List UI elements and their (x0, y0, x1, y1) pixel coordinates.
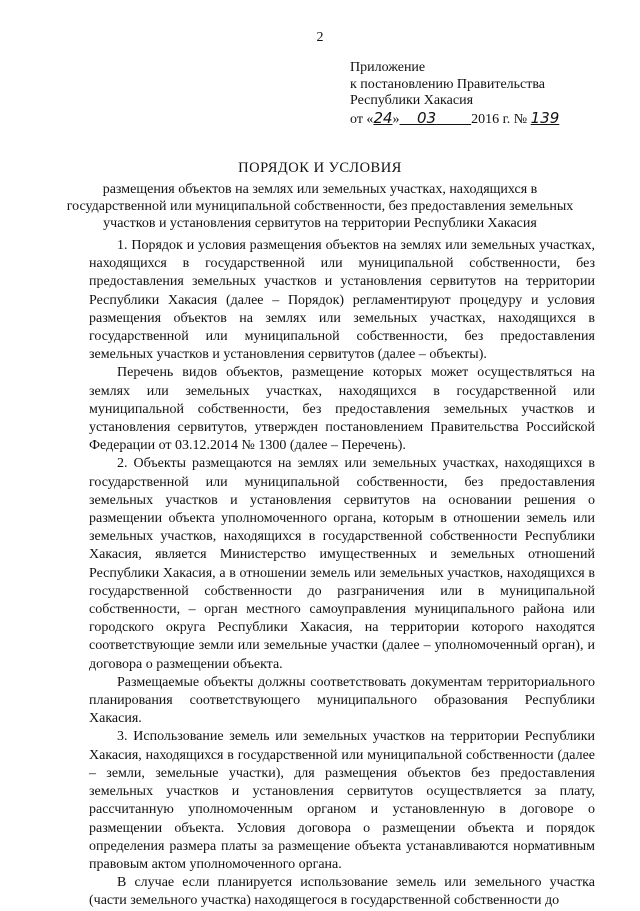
date-mid: » (392, 111, 400, 127)
paragraph-5: 3. Использование земель или земельных участков на территории Республики Хакасия, находящихся в государственной или муниципальной собственности (далее – земли, земельные участки), для размещения объектов без предоставления земельных участков и установления сервитутов осуществляется за плату, рассчитанную уполномоченным органом и установленную в договоре о размещении объекта. Условия договора о размещении объекта и порядок определения размера платы за размещение объекта устанавливаются нормативным правовым актом уполномоченного органа. (89, 729, 595, 872)
date-prefix: от « (350, 111, 374, 127)
appendix-line-3: Республики Хакасия (350, 93, 474, 108)
paragraph-6: В случае если планируется использование земель или земельного участка (части земельного участка) находящегося в государственной собственности до (89, 875, 595, 909)
month-blank (400, 112, 418, 127)
paragraph-2: Перечень видов объектов, размещение которых может осуществляться на землях или земельных участках, находящихся в государственной или муниципальной собственности, без предоставления земельных участков и установления сервитутов, утвержден постановлением Правительства Российской Федерации от 03.12.2014 № 1300 (далее – Перечень). (89, 365, 595, 454)
paragraph-4: Размещаемые объекты должны соответствовать документам территориального планирования соответствующего муниципального образования Республики Хакасия. (89, 674, 595, 727)
paragraph-1: 1. Порядок и условия размещения объектов на землях или земельных участках, находящихся в государственной или муниципальной собственности, без предоставления земельных участков и установления сервитутов на территории Республики Хакасия (далее – Порядок) регламентируют процедуру и условия размещения объектов на землях или земельных участках, находящихся в государственной или муниципальной собственности, без предоставления земельных участков и установления сервитутов (далее – объекты). (89, 238, 595, 363)
appendix-line-2: к постановлению Правительства (350, 76, 546, 92)
appendix-block (350, 60, 559, 128)
document-subtitle: размещения объектов на землях или земельных участках, находящихся в государственной или муниципальной собственности, без предоставления земельных участков и установления сервитутов на территории Республики Хакасия (66, 182, 574, 231)
document-title: ПОРЯДОК И УСЛОВИЯ (238, 160, 402, 176)
page-number: 2 (316, 30, 324, 45)
day-handwritten: 24 (373, 108, 393, 127)
number-handwritten: 139 (530, 108, 560, 127)
appendix-date-line (350, 110, 559, 129)
paragraph-3: 2. Объекты размещаются на землях или земельных участках, находящихся в государственной или муниципальной собственности, без предоставления земельных участков и установления сервитутов на основании решения о размещении объекта уполномоченного органа, которым в отношении земель или земельных участков, находящихся в государственной собственности Республики Хакасия, является Министерство имущественных и земельных отношений Республики Хакасия, а в отношении земель или земельных участков, находящихся в государственной собственности до разграничения или в муниципальной собственности, – орган местного самоуправления муниципального района или городского округа Республики Хакасия, на территории которого находятся соответствующие земли или земельные участки (далее – уполномоченный орган), и договора о размещении объекта. (89, 456, 595, 672)
document-body (89, 237, 595, 911)
year-text: 2016 г. № (471, 111, 528, 127)
month-handwritten: 03 (417, 108, 437, 127)
appendix-line-1: Приложение (350, 60, 426, 75)
month-blank-2 (436, 112, 471, 127)
